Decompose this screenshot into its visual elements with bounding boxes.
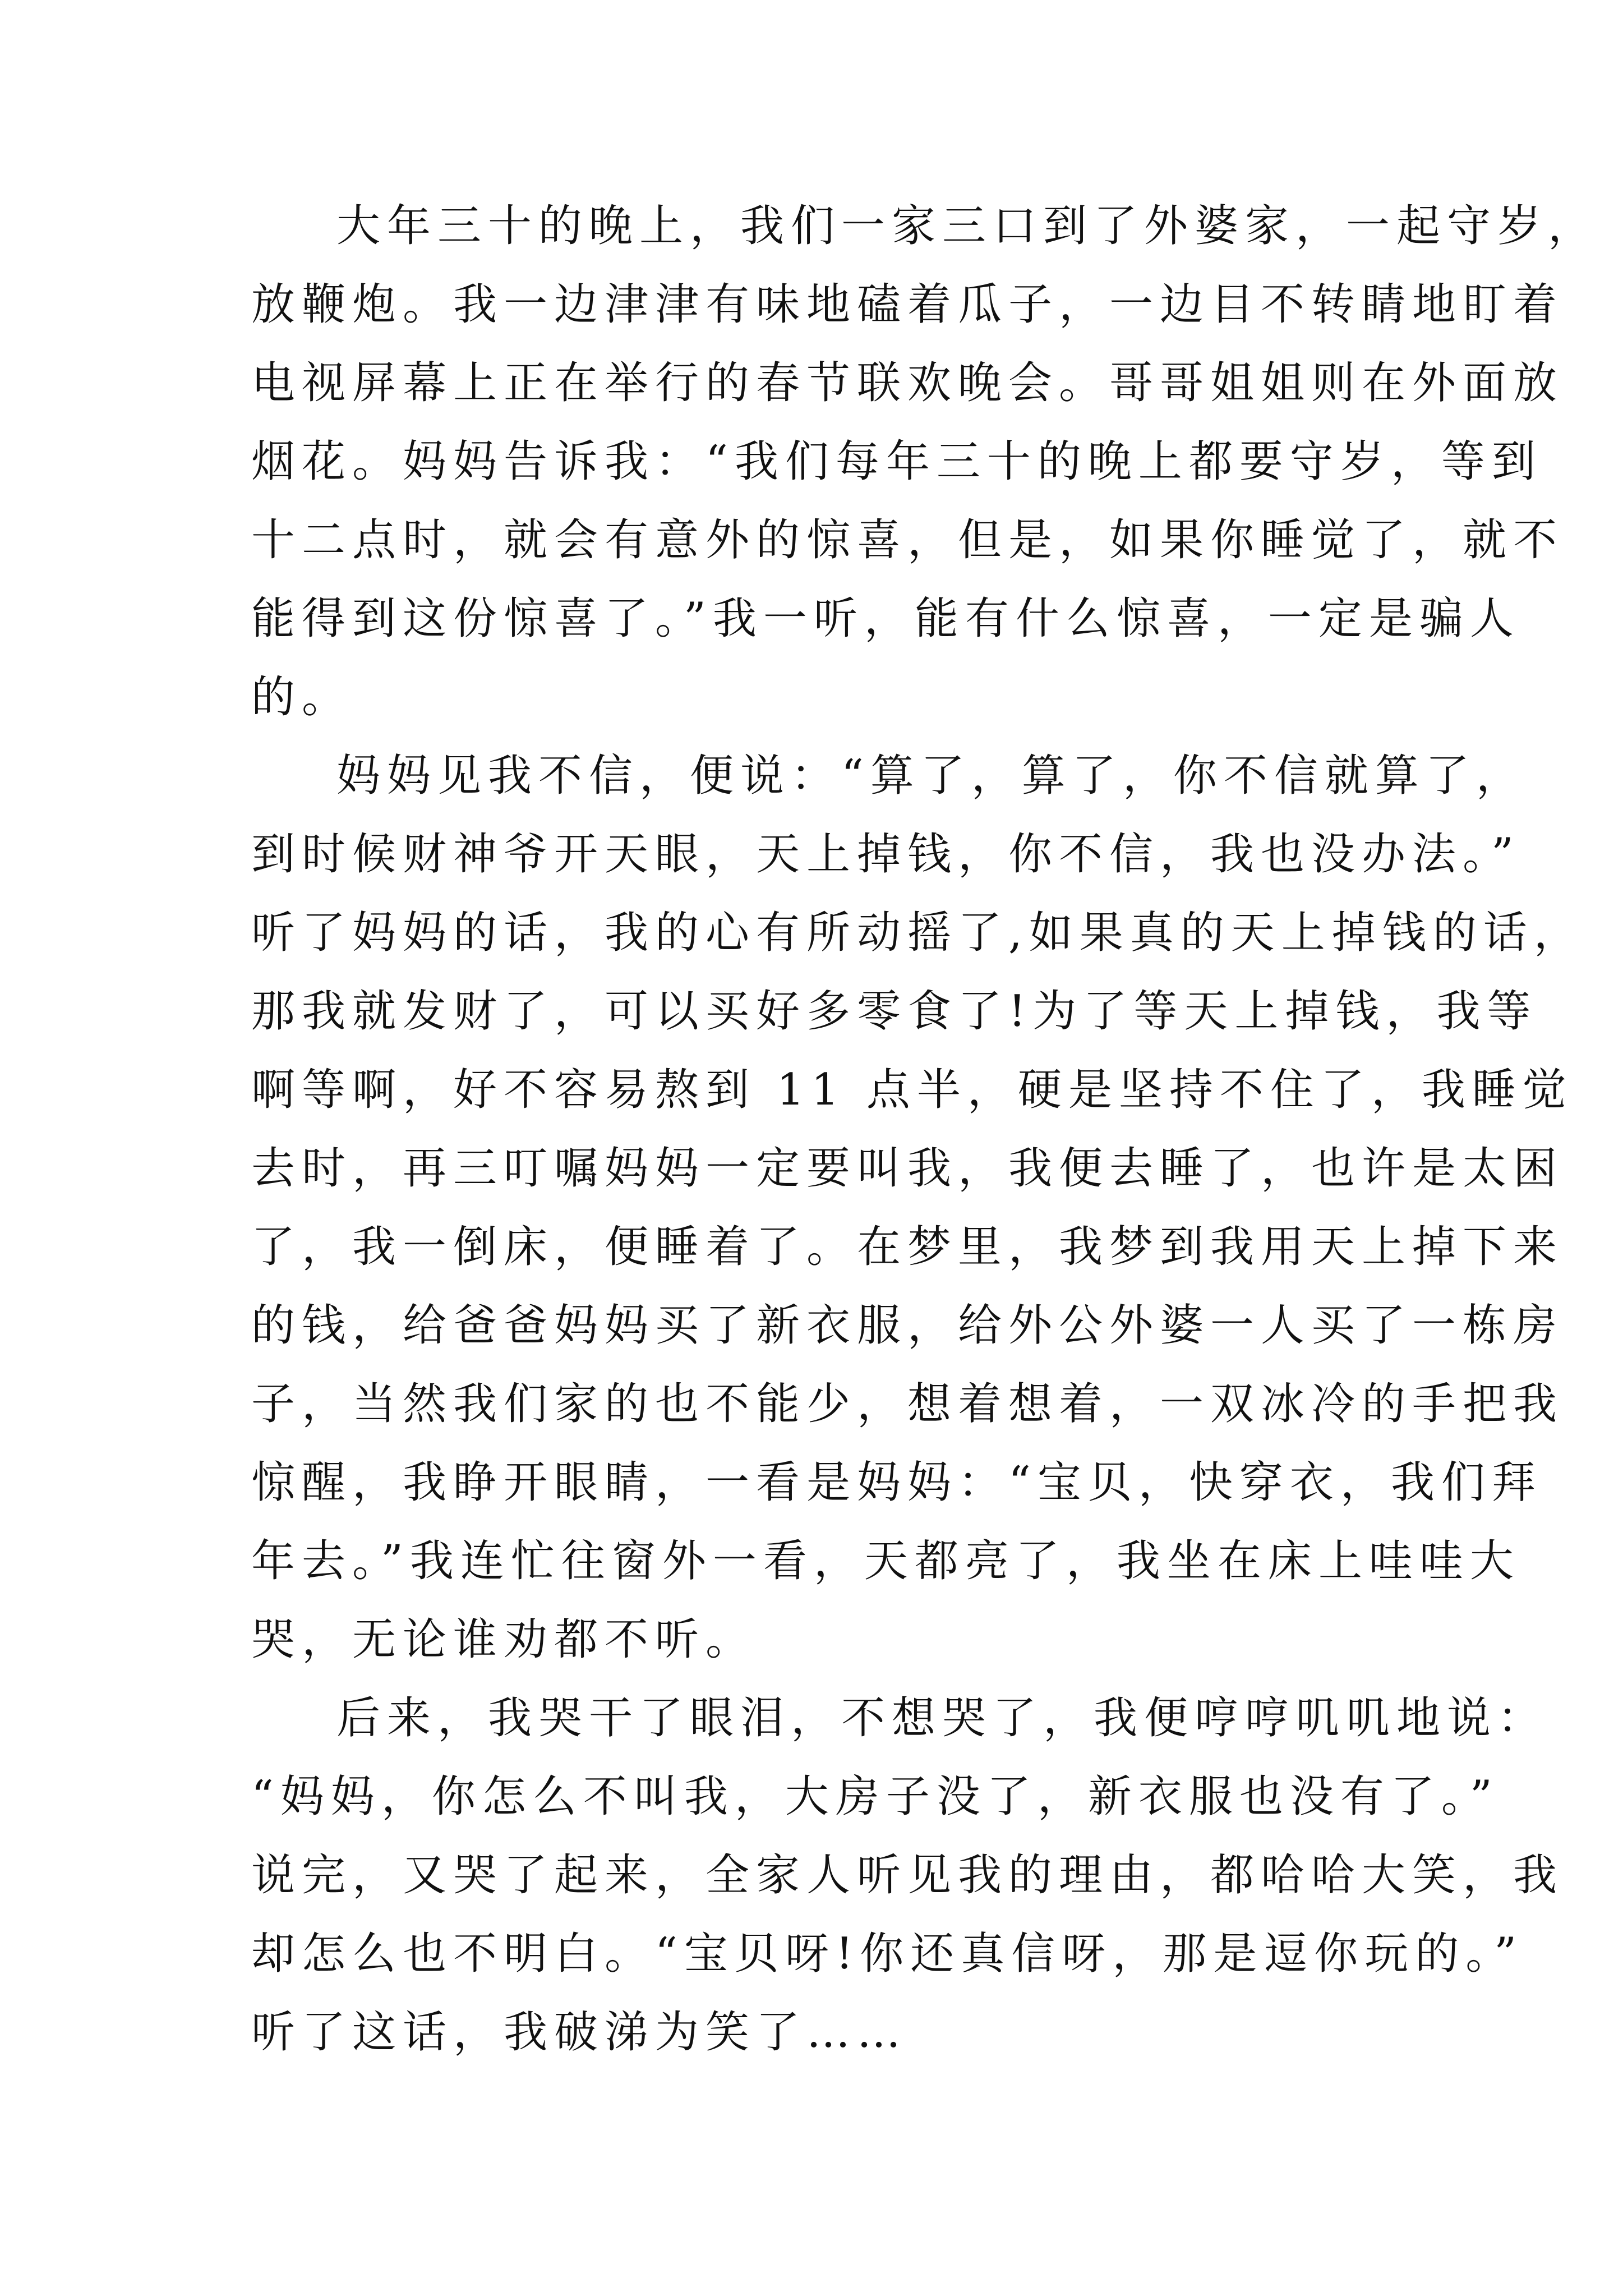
paragraph-1-line-6: 能得到这份惊喜了。”我一听，能有什么惊喜，一定是骗人 — [251, 593, 1520, 644]
paragraph-2-line-5: 啊等啊，好不容易熬到 11 点半，硬是坚持不住了，我睡觉 — [251, 1065, 1573, 1115]
paragraph-2-line-6: 去时，再三叮嘱妈妈一定要叫我，我便去睡了，也许是太困 — [251, 1143, 1564, 1194]
paragraph-2-line-7: 了，我一倒床，便睡着了。在梦里，我梦到我用天上掉下来 — [251, 1222, 1564, 1272]
paragraph-1-line-5: 十二点时，就会有意外的惊喜，但是，如果你睡觉了，就不 — [251, 515, 1564, 565]
paragraph-3-line-4: 却怎么也不明白。“宝贝呀!你还真信呀，那是逗你玩的。” — [251, 1929, 1524, 1979]
paragraph-2-line-11: 年去。”我连忙往窗外一看，天都亮了，我坐在床上哇哇大 — [251, 1536, 1520, 1586]
paragraph-3-line-5: 听了这话，我破涕为笑了…… — [251, 2007, 908, 2058]
paragraph-2-line-8: 的钱，给爸爸妈妈买了新衣服，给外公外婆一人买了一栋房 — [251, 1300, 1564, 1351]
paragraph-2-line-1: 妈妈见我不信，便说：“算了，算了，你不信就算了， — [336, 751, 1527, 801]
paragraph-1-line-2: 放鞭炮。我一边津津有味地磕着瓜子，一边目不转睛地盯着 — [251, 279, 1564, 330]
paragraph-2-line-10: 惊醒，我睁开眼睛，一看是妈妈：“宝贝，快穿衣，我们拜 — [251, 1457, 1542, 1508]
paragraph-1-line-1: 大年三十的晚上，我们一家三口到了外婆家，一起守岁， — [336, 201, 1599, 251]
paragraph-1-line-3: 电视屏幕上正在举行的春节联欢晚会。哥哥姐姐则在外面放 — [251, 358, 1564, 408]
paragraph-2-line-9: 子，当然我们家的也不能少，想着想着，一双冰冷的手把我 — [251, 1379, 1564, 1429]
paragraph-3-line-1: 后来，我哭干了眼泪，不想哭了，我便哼哼叽叽地说： — [336, 1693, 1548, 1743]
paragraph-2-line-4: 那我就发财了，可以买好多零食了!为了等天上掉钱，我等 — [251, 986, 1538, 1037]
paragraph-1-line-7: 的。 — [251, 672, 353, 723]
paragraph-3-line-2: “妈妈，你怎么不叫我，大房子没了，新衣服也没有了。” — [251, 1772, 1499, 1822]
paragraph-2-line-12: 哭，无论谁劝都不听。 — [251, 1614, 757, 1665]
paragraph-2-line-2: 到时候财神爷开天眼，天上掉钱，你不信，我也没办法。” — [251, 829, 1520, 880]
paragraph-2-line-3: 听了妈妈的话，我的心有所动摇了,如果真的天上掉钱的话， — [251, 908, 1584, 958]
paragraph-1-line-4: 烟花。妈妈告诉我：“我们每年三十的晚上都要守岁，等到 — [251, 436, 1542, 487]
paragraph-3-line-3: 说完，又哭了起来，全家人听见我的理由，都哈哈大笑，我 — [251, 1850, 1564, 1901]
